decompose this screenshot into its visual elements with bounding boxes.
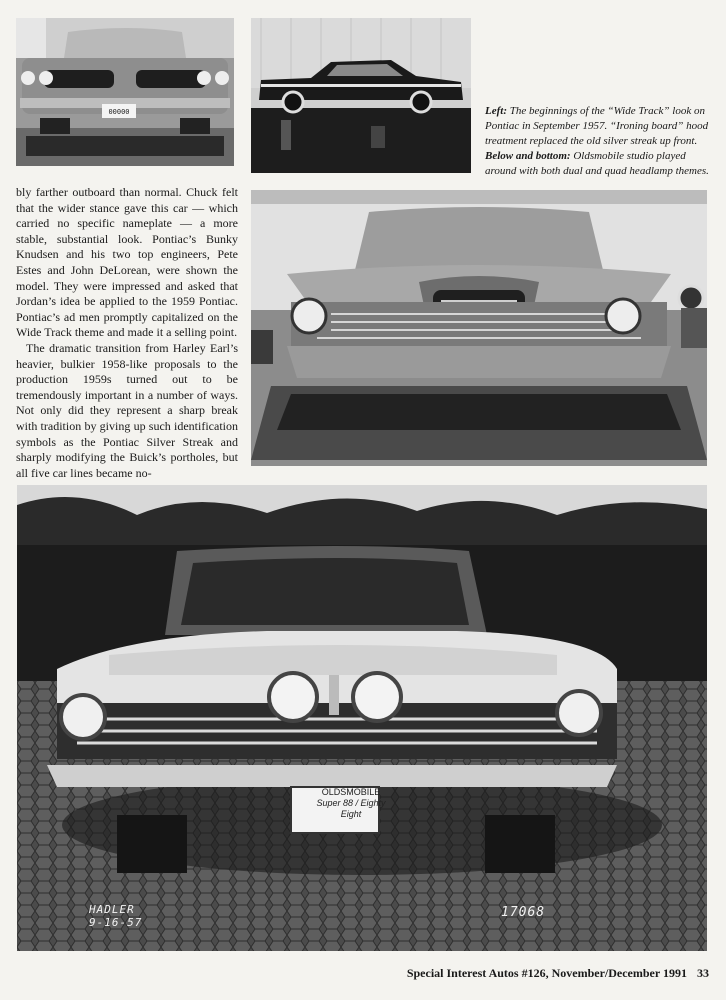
photo-stamp-line-2: 9-16-57 <box>89 916 143 929</box>
page-footer <box>0 966 709 981</box>
page-number: 33 <box>697 966 709 980</box>
body-paragraph: bly farther outboard than normal. Chuck felt that the wider stance gave this car — which carried no specific nameplate — a more stable, substantial look. Pontiac’s Bunky Knudsen and his two top engineers, Pete Estes and John DeLorean, were shown the model. They were impressed and asked that Jordan’s idea be applied to the 1959 Pontiac. Pontiac’s ad men promptly capitalized on the Wide Track theme and made it a selling point. <box>16 185 238 340</box>
photo-caption <box>485 104 709 179</box>
article-body <box>16 185 238 481</box>
oldsmobile-clay-image <box>251 190 707 466</box>
pontiac-side-image <box>251 18 471 173</box>
photo-stamp-number: 17068 <box>501 905 546 920</box>
photo-oldsmobile-outdoor <box>17 485 707 951</box>
caption-below-label: Below and bottom: <box>485 150 571 162</box>
caption-left-text: The beginnings of the “Wide Track” look on Pontiac in September 1957. “Ironing board” hood treatment replaced the old silver streak up front. <box>485 105 709 147</box>
photo-stamp-line-1: HADLER <box>89 903 135 916</box>
photo-pontiac-front-model <box>16 18 234 166</box>
photo-pontiac-side-view <box>251 18 471 173</box>
body-paragraph: The dramatic transition from Harley Earl’s heavier, bulkier 1958-like proposals to the production 1959s turned out to be tremendously important in a number of ways. Not only did they represent a sharp break with tradition by giving up such identification symbols as the Pontiac Silver Streak and sharply modifying the Buick’s portholes, but all five car lines became no- <box>16 340 238 480</box>
license-plate <box>307 787 395 820</box>
plate-line-2: Super 88 / Eighty Eight <box>316 798 386 819</box>
caption-left-label: Left: <box>485 105 507 117</box>
photo-stamp-name <box>89 903 142 929</box>
pontiac-plate: 00000 <box>108 108 130 116</box>
oldsmobile-outdoor-image <box>17 485 707 951</box>
photo-oldsmobile-clay-model <box>251 190 707 466</box>
pontiac-front-image <box>16 18 234 166</box>
publication-credit: Special Interest Autos #126, November/December 1991 <box>406 966 687 980</box>
caption-below-text: Oldsmobile studio played around with both dual and quad headlamp themes. <box>485 150 709 177</box>
plate-line-1: OLDSMOBILE <box>321 787 381 797</box>
